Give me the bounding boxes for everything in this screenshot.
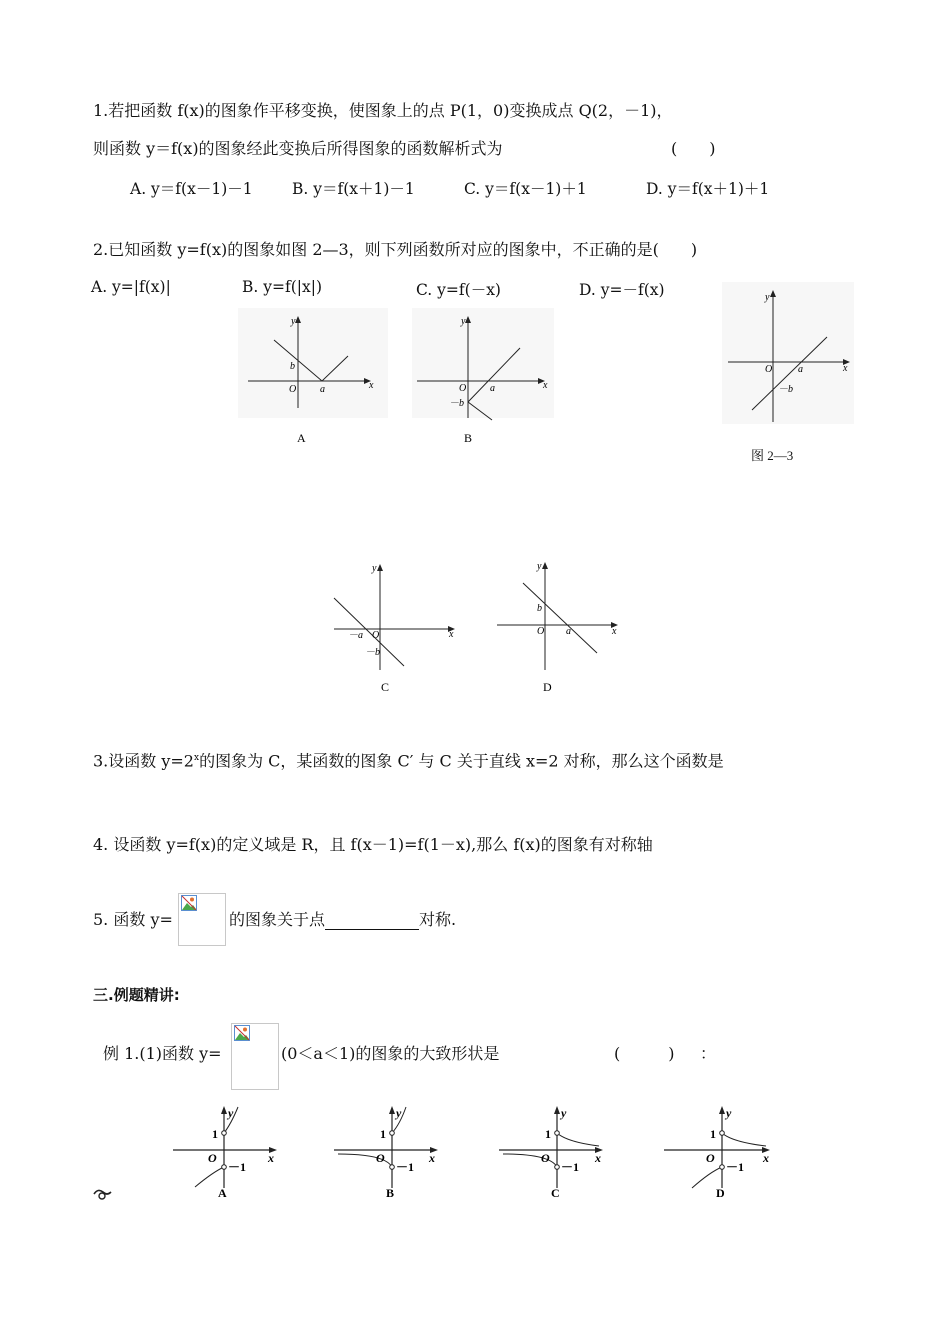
q2-figure-2-3	[722, 282, 857, 427]
q5-text: 的图象关于点 对称.	[229, 910, 457, 929]
svg-text:－1: －1	[396, 1160, 415, 1174]
broken-image-icon	[234, 1025, 250, 1041]
svg-text:y: y	[461, 316, 466, 327]
svg-text:－1: －1	[228, 1160, 247, 1174]
svg-text:C: C	[551, 1186, 560, 1200]
section-3-title: 三.例题精讲:	[93, 986, 180, 1004]
anchor-mark-icon	[92, 1187, 114, 1201]
q2-line1: 2.已知函数 y=f(x)的图象如图 2—3，则下列函数所对应的图象中，不正确的是( )	[93, 240, 698, 259]
svg-text:y: y	[537, 561, 542, 572]
svg-text:O: O	[537, 626, 545, 637]
q2-option-d: D. y=－f(x)	[579, 281, 665, 299]
svg-text:－b: －b	[365, 647, 380, 658]
svg-text:y: y	[372, 563, 377, 574]
q1-option-c: C. y＝f(x－1)＋1	[464, 180, 587, 198]
q5-formula-image	[178, 893, 226, 946]
q2-option-a: A. y=|f(x)|	[91, 278, 171, 296]
q1-option-a: A. y＝f(x－1)－1	[130, 180, 253, 198]
svg-text:O: O	[289, 384, 297, 395]
q1-option-d: D. y＝f(x＋1)＋1	[646, 180, 770, 198]
svg-text:－b: －b	[449, 398, 464, 409]
svg-text:－a: －a	[348, 630, 363, 641]
svg-text:y: y	[765, 292, 770, 303]
q2-graph-c	[328, 560, 463, 700]
svg-text:x: x	[763, 1151, 769, 1165]
ex1-formula-image	[231, 1023, 279, 1090]
svg-text:y: y	[291, 316, 296, 327]
q2-graph-b	[412, 308, 562, 448]
q1-answer-paren: ( )	[671, 139, 716, 158]
svg-text:x: x	[449, 629, 454, 640]
svg-text:x: x	[268, 1151, 274, 1165]
svg-text:A: A	[218, 1186, 227, 1200]
svg-text:－1: －1	[561, 1160, 580, 1174]
svg-text:x: x	[369, 380, 374, 391]
q1-line1: 1.若把函数 f(x)的图象作平移变换，使图象上的点 P(1，0)变换成点 Q(2，－1)，	[93, 101, 673, 120]
svg-text:B: B	[464, 431, 473, 445]
q2-graph-d	[493, 558, 628, 698]
svg-text:1: 1	[212, 1127, 218, 1141]
svg-text:y: y	[561, 1106, 567, 1120]
ex1-text: (0＜a＜1)的图象的大致形状是	[281, 1044, 500, 1063]
svg-text:O: O	[706, 1151, 715, 1165]
q5-prefix: 5. 函数 y=	[93, 910, 173, 929]
svg-text:x: x	[543, 380, 548, 391]
q2-option-b: B. y=f(|x|)	[242, 278, 323, 296]
svg-text:x: x	[612, 626, 617, 637]
svg-text:x: x	[595, 1151, 601, 1165]
ex1-prefix: 例 1.(1)函数 y=	[103, 1044, 222, 1063]
q3-text: 3.设函数 $y=2^x$的图象为 C，某函数的图象 C′ 与 C 关于直线 x=2 对称，那么这个函数是	[93, 751, 724, 771]
svg-text:－b: －b	[778, 384, 793, 395]
svg-text:O: O	[208, 1151, 217, 1165]
svg-text:1: 1	[710, 1127, 716, 1141]
svg-text:x: x	[843, 363, 848, 374]
svg-text:－1: －1	[726, 1160, 745, 1174]
svg-text:C: C	[381, 680, 390, 694]
svg-text:a: a	[566, 626, 571, 637]
q1-line2: 则函数 y＝f(x)的图象经此变换后所得图象的函数解析式为	[93, 139, 503, 158]
ex1-colon: ：	[700, 1044, 717, 1063]
ex1-graph-c	[495, 1102, 615, 1204]
svg-text:O: O	[459, 383, 467, 394]
svg-text:1: 1	[545, 1127, 551, 1141]
svg-text:a: a	[798, 364, 803, 375]
svg-text:D: D	[543, 680, 552, 694]
svg-text:O: O	[765, 364, 773, 375]
svg-text:A: A	[297, 431, 306, 445]
svg-text:y: y	[228, 1106, 234, 1120]
svg-text:1: 1	[380, 1127, 386, 1141]
svg-text:y: y	[396, 1106, 402, 1120]
svg-text:a: a	[320, 384, 325, 395]
svg-text:O: O	[372, 630, 380, 641]
q2-figure-caption: 图 2—3	[751, 448, 794, 463]
q4-text: 4. 设函数 y=f(x)的定义域是 R，且 f(x－1)=f(1－x),那么 f(x)的图象有对称轴	[93, 835, 653, 854]
ex1-graph-a	[165, 1102, 285, 1204]
svg-text:b: b	[290, 361, 295, 372]
ex1-answer-paren: ( )	[614, 1044, 675, 1063]
svg-text:y: y	[726, 1106, 732, 1120]
q1-option-b: B. y＝f(x＋1)－1	[292, 180, 415, 198]
q5-answer-blank[interactable]	[325, 913, 419, 930]
svg-text:a: a	[490, 383, 495, 394]
ex1-graph-d	[660, 1102, 782, 1204]
q2-graph-a	[238, 308, 388, 448]
svg-text:x: x	[429, 1151, 435, 1165]
svg-text:O: O	[541, 1151, 550, 1165]
svg-text:O: O	[376, 1151, 385, 1165]
svg-text:B: B	[386, 1186, 395, 1200]
svg-text:D: D	[716, 1186, 725, 1200]
ex1-graph-b	[330, 1102, 450, 1204]
q2-option-c: C. y=f(－x)	[416, 281, 501, 299]
svg-text:b: b	[537, 603, 542, 614]
broken-image-icon	[181, 895, 197, 911]
